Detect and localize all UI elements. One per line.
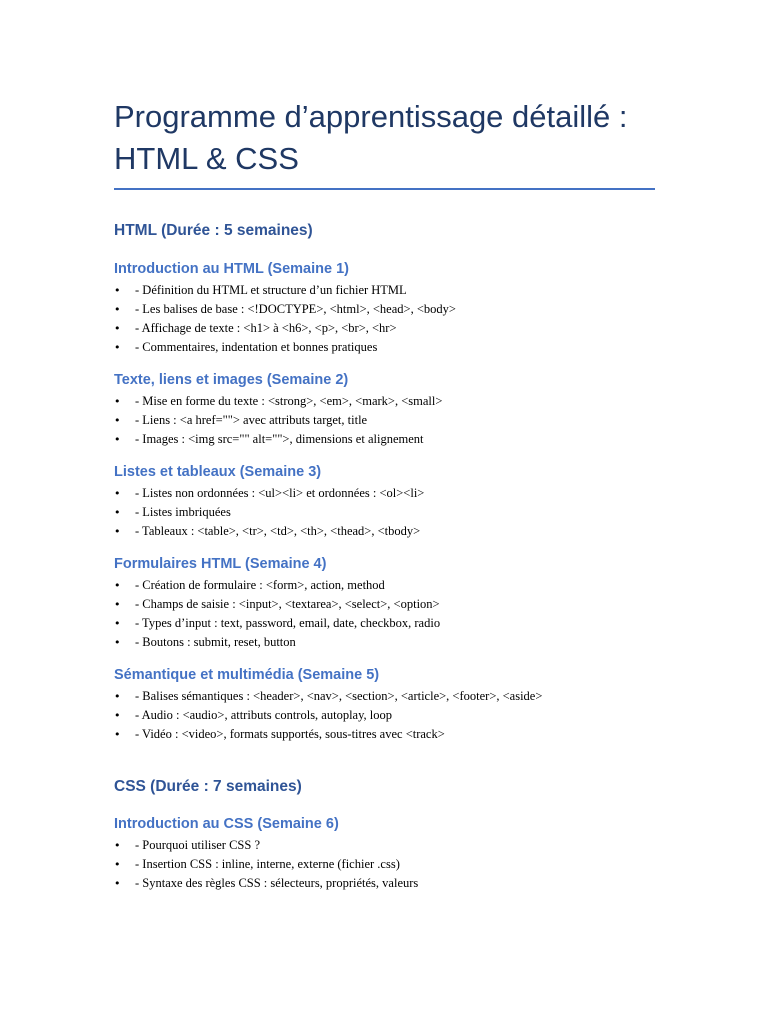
list-item: • - Listes imbriquées <box>114 503 655 522</box>
bullet-icon: • <box>114 433 121 446</box>
bullet-icon: • <box>114 579 121 592</box>
list-item: • - Vidéo : <video>, formats supportés, sous-titres avec <track> <box>114 725 655 744</box>
bullet-icon: • <box>114 414 121 427</box>
list-item: • - Syntaxe des règles CSS : sélecteurs, propriétés, valeurs <box>114 874 655 893</box>
bullet-icon: • <box>114 690 121 703</box>
list-item: • - Affichage de texte : <h1> à <h6>, <p>, <br>, <hr> <box>114 319 655 338</box>
bullet-icon: • <box>114 617 121 630</box>
list-item: • - Commentaires, indentation et bonnes pratiques <box>114 338 655 357</box>
bullet-list <box>114 576 655 652</box>
list-item: • - Boutons : submit, reset, button <box>114 633 655 652</box>
list-item: • - Listes non ordonnées : <ul><li> et ordonnées : <ol><li> <box>114 484 655 503</box>
bullet-list <box>114 281 655 357</box>
bullet-icon: • <box>114 506 121 519</box>
section-heading-html: HTML (Durée : 5 semaines) <box>114 222 313 239</box>
document-title <box>114 96 655 180</box>
bullet-icon: • <box>114 487 121 500</box>
list-item: • - Audio : <audio>, attributs controls, autoplay, loop <box>114 706 655 725</box>
bullet-icon: • <box>114 636 121 649</box>
list-item: • - Types d’input : text, password, email, date, checkbox, radio <box>114 614 655 633</box>
subsection-heading: Texte, liens et images (Semaine 2) <box>114 372 349 388</box>
list-item: • - Champs de saisie : <input>, <textarea>, <select>, <option> <box>114 595 655 614</box>
bullet-icon: • <box>114 858 121 871</box>
section-heading-css: CSS (Durée : 7 semaines) <box>114 778 302 795</box>
subsection-heading: Introduction au CSS (Semaine 6) <box>114 816 339 832</box>
subsection-heading: Introduction au HTML (Semaine 1) <box>114 261 349 277</box>
document-title-line-2: HTML & CSS <box>114 141 299 176</box>
bullet-icon: • <box>114 284 121 297</box>
bullet-icon: • <box>114 728 121 741</box>
list-item: • - Création de formulaire : <form>, action, method <box>114 576 655 595</box>
bullet-icon: • <box>114 709 121 722</box>
bullet-icon: • <box>114 839 121 852</box>
bullet-icon: • <box>114 322 121 335</box>
bullet-icon: • <box>114 395 121 408</box>
bullet-icon: • <box>114 341 121 354</box>
bullet-list <box>114 392 655 449</box>
bullet-icon: • <box>114 303 121 316</box>
bullet-icon: • <box>114 598 121 611</box>
list-item: • - Mise en forme du texte : <strong>, <em>, <mark>, <small> <box>114 392 655 411</box>
list-item: • - Balises sémantiques : <header>, <nav>, <section>, <article>, <footer>, <aside> <box>114 687 655 706</box>
list-item: • - Les balises de base : <!DOCTYPE>, <html>, <head>, <body> <box>114 300 655 319</box>
subsection-heading: Formulaires HTML (Semaine 4) <box>114 556 327 572</box>
bullet-list <box>114 484 655 541</box>
subsection-heading: Sémantique et multimédia (Semaine 5) <box>114 667 380 683</box>
bullet-icon: • <box>114 877 121 890</box>
list-item: • - Définition du HTML et structure d’un fichier HTML <box>114 281 655 300</box>
document-title-line-1: Programme d’apprentissage détaillé : <box>114 99 628 134</box>
list-item: • - Pourquoi utiliser CSS ? <box>114 836 655 855</box>
title-underline <box>114 188 655 190</box>
subsection-heading: Listes et tableaux (Semaine 3) <box>114 464 322 480</box>
list-item: • - Tableaux : <table>, <tr>, <td>, <th>, <thead>, <tbody> <box>114 522 655 541</box>
list-item: • - Insertion CSS : inline, interne, externe (fichier .css) <box>114 855 655 874</box>
list-item: • - Liens : <a href=""> avec attributs target, title <box>114 411 655 430</box>
document-page <box>114 96 655 893</box>
bullet-list <box>114 687 655 744</box>
list-item: • - Images : <img src="" alt="">, dimensions et alignement <box>114 430 655 449</box>
bullet-icon: • <box>114 525 121 538</box>
bullet-list <box>114 836 655 893</box>
